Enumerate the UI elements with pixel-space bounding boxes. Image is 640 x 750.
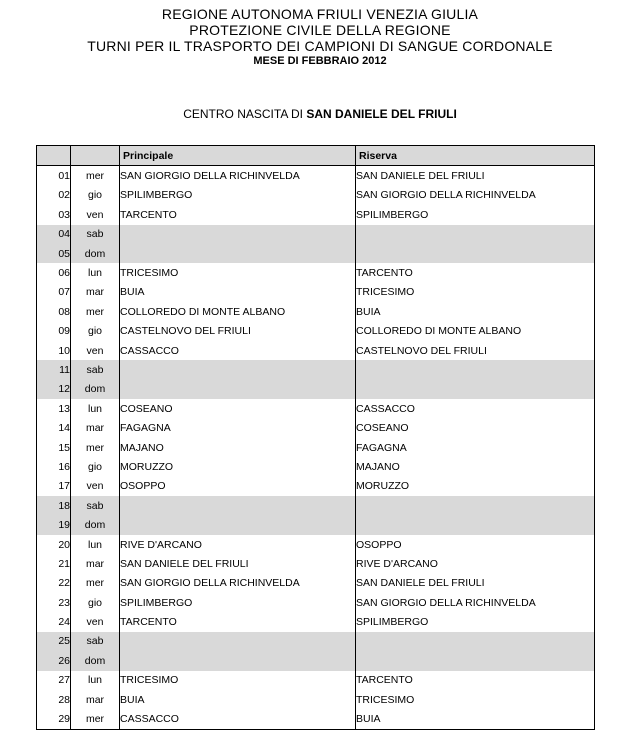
table-row bbox=[37, 225, 595, 244]
cell-principale: SPILIMBERGO bbox=[120, 593, 356, 612]
cell-riserva: TRICESIMO bbox=[356, 690, 595, 709]
header-agency: PROTEZIONE CIVILE DELLA REGIONE bbox=[189, 22, 451, 38]
cell-riserva: SPILIMBERGO bbox=[356, 205, 595, 224]
cell-day: 28 bbox=[37, 690, 71, 709]
cell-day: 22 bbox=[37, 574, 71, 593]
cell-day: 20 bbox=[37, 535, 71, 554]
cell-riserva: CASSACCO bbox=[356, 399, 595, 418]
cell-weekday: mar bbox=[71, 554, 120, 573]
cell-principale: CASSACCO bbox=[120, 341, 356, 360]
cell-riserva: MORUZZO bbox=[356, 477, 595, 496]
cell-weekday: ven bbox=[71, 612, 120, 631]
table-row bbox=[37, 690, 595, 709]
document-header bbox=[0, 0, 640, 69]
cell-weekday: lun bbox=[71, 399, 120, 418]
table-row bbox=[37, 709, 595, 729]
table-row bbox=[37, 632, 595, 651]
cell-weekday: gio bbox=[71, 457, 120, 476]
cell-weekday: lun bbox=[71, 671, 120, 690]
cell-principale: SAN GIORGIO DELLA RICHINVELDA bbox=[120, 574, 356, 593]
cell-weekday: lun bbox=[71, 263, 120, 282]
center-title bbox=[0, 104, 640, 124]
cell-day: 18 bbox=[37, 496, 71, 515]
cell-principale: MORUZZO bbox=[120, 457, 356, 476]
cell-weekday: mer bbox=[71, 302, 120, 321]
table-row bbox=[37, 341, 595, 360]
cell-principale: TRICESIMO bbox=[120, 263, 356, 282]
cell-principale: TRICESIMO bbox=[120, 671, 356, 690]
table-row bbox=[37, 322, 595, 341]
header-riserva: Riserva bbox=[356, 146, 595, 166]
cell-weekday: dom bbox=[71, 515, 120, 534]
table-row bbox=[37, 535, 595, 554]
cell-principale: CASSACCO bbox=[120, 709, 356, 729]
table-row bbox=[37, 651, 595, 670]
cell-weekday: sab bbox=[71, 632, 120, 651]
cell-day: 21 bbox=[37, 554, 71, 573]
cell-principale: SAN GIORGIO DELLA RICHINVELDA bbox=[120, 166, 356, 186]
cell-day: 27 bbox=[37, 671, 71, 690]
cell-riserva bbox=[356, 515, 595, 534]
cell-weekday: gio bbox=[71, 593, 120, 612]
table-body bbox=[37, 166, 595, 729]
table-row bbox=[37, 515, 595, 534]
table-row bbox=[37, 399, 595, 418]
cell-riserva bbox=[356, 360, 595, 379]
cell-day: 26 bbox=[37, 651, 71, 670]
table-row bbox=[37, 205, 595, 224]
cell-riserva: BUIA bbox=[356, 709, 595, 729]
cell-principale: COLLOREDO DI MONTE ALBANO bbox=[120, 302, 356, 321]
cell-principale: SPILIMBERGO bbox=[120, 186, 356, 205]
cell-principale: TARCENTO bbox=[120, 612, 356, 631]
header-day bbox=[37, 146, 71, 166]
cell-riserva bbox=[356, 496, 595, 515]
cell-weekday: gio bbox=[71, 322, 120, 341]
month-value: FEBBRAIO 2012 bbox=[301, 55, 387, 67]
table-row bbox=[37, 263, 595, 282]
cell-weekday: sab bbox=[71, 225, 120, 244]
cell-principale bbox=[120, 651, 356, 670]
cell-riserva: COLLOREDO DI MONTE ALBANO bbox=[356, 322, 595, 341]
cell-riserva: MAJANO bbox=[356, 457, 595, 476]
cell-weekday: mer bbox=[71, 709, 120, 729]
table-row bbox=[37, 244, 595, 263]
cell-principale: BUIA bbox=[120, 283, 356, 302]
cell-riserva: COSEANO bbox=[356, 418, 595, 437]
cell-weekday: dom bbox=[71, 380, 120, 399]
cell-day: 02 bbox=[37, 186, 71, 205]
center-prefix: CENTRO NASCITA DI bbox=[183, 107, 303, 121]
cell-weekday: dom bbox=[71, 244, 120, 263]
cell-principale: SAN DANIELE DEL FRIULI bbox=[120, 554, 356, 573]
cell-day: 06 bbox=[37, 263, 71, 282]
header-region: REGIONE AUTONOMA FRIULI VENEZIA GIULIA bbox=[161, 6, 479, 22]
table-row bbox=[37, 496, 595, 515]
cell-day: 04 bbox=[37, 225, 71, 244]
cell-riserva bbox=[356, 225, 595, 244]
cell-principale: BUIA bbox=[120, 690, 356, 709]
cell-day: 29 bbox=[37, 709, 71, 729]
cell-day: 17 bbox=[37, 477, 71, 496]
cell-weekday: sab bbox=[71, 360, 120, 379]
cell-weekday: mar bbox=[71, 690, 120, 709]
cell-weekday: gio bbox=[71, 186, 120, 205]
cell-day: 16 bbox=[37, 457, 71, 476]
table-row bbox=[37, 612, 595, 631]
table-row bbox=[37, 574, 595, 593]
table-row bbox=[37, 477, 595, 496]
cell-principale bbox=[120, 225, 356, 244]
cell-weekday: mar bbox=[71, 283, 120, 302]
table-row bbox=[37, 360, 595, 379]
cell-day: 19 bbox=[37, 515, 71, 534]
cell-day: 12 bbox=[37, 380, 71, 399]
schedule-table bbox=[36, 145, 595, 730]
table-row bbox=[37, 671, 595, 690]
cell-weekday: ven bbox=[71, 205, 120, 224]
cell-day: 11 bbox=[37, 360, 71, 379]
cell-principale bbox=[120, 244, 356, 263]
cell-riserva: TARCENTO bbox=[356, 671, 595, 690]
cell-weekday: ven bbox=[71, 341, 120, 360]
table-row bbox=[37, 554, 595, 573]
cell-weekday: lun bbox=[71, 535, 120, 554]
cell-weekday: ven bbox=[71, 477, 120, 496]
cell-day: 24 bbox=[37, 612, 71, 631]
cell-riserva: BUIA bbox=[356, 302, 595, 321]
cell-weekday: mer bbox=[71, 166, 120, 186]
table-header-row bbox=[37, 146, 595, 166]
cell-riserva: SAN GIORGIO DELLA RICHINVELDA bbox=[356, 593, 595, 612]
cell-day: 09 bbox=[37, 322, 71, 341]
cell-day: 13 bbox=[37, 399, 71, 418]
cell-riserva: SAN DANIELE DEL FRIULI bbox=[356, 166, 595, 186]
cell-riserva: SAN GIORGIO DELLA RICHINVELDA bbox=[356, 186, 595, 205]
header-subject: TURNI PER IL TRASPORTO DEI CAMPIONI DI SANGUE CORDONALE bbox=[87, 38, 553, 54]
cell-principale bbox=[120, 360, 356, 379]
cell-day: 05 bbox=[37, 244, 71, 263]
cell-weekday: dom bbox=[71, 651, 120, 670]
header-principale: Principale bbox=[120, 146, 356, 166]
center-name: SAN DANIELE DEL FRIULI bbox=[306, 107, 457, 121]
table-row bbox=[37, 438, 595, 457]
header-month bbox=[0, 54, 640, 69]
cell-weekday: mer bbox=[71, 438, 120, 457]
cell-weekday: mer bbox=[71, 574, 120, 593]
cell-principale: CASTELNOVO DEL FRIULI bbox=[120, 322, 356, 341]
cell-riserva: TRICESIMO bbox=[356, 283, 595, 302]
cell-principale bbox=[120, 496, 356, 515]
cell-riserva: OSOPPO bbox=[356, 535, 595, 554]
table-row bbox=[37, 380, 595, 399]
cell-principale: COSEANO bbox=[120, 399, 356, 418]
table-row bbox=[37, 593, 595, 612]
cell-principale: TARCENTO bbox=[120, 205, 356, 224]
cell-day: 25 bbox=[37, 632, 71, 651]
cell-principale: RIVE D'ARCANO bbox=[120, 535, 356, 554]
cell-riserva: SAN DANIELE DEL FRIULI bbox=[356, 574, 595, 593]
cell-principale bbox=[120, 632, 356, 651]
table-row bbox=[37, 186, 595, 205]
month-prefix: MESE DI bbox=[253, 55, 299, 67]
table-row bbox=[37, 418, 595, 437]
cell-riserva bbox=[356, 632, 595, 651]
cell-principale: FAGAGNA bbox=[120, 418, 356, 437]
cell-day: 07 bbox=[37, 283, 71, 302]
cell-day: 15 bbox=[37, 438, 71, 457]
cell-riserva: SPILIMBERGO bbox=[356, 612, 595, 631]
cell-riserva: RIVE D'ARCANO bbox=[356, 554, 595, 573]
cell-riserva: FAGAGNA bbox=[356, 438, 595, 457]
cell-riserva bbox=[356, 380, 595, 399]
cell-day: 23 bbox=[37, 593, 71, 612]
cell-riserva: CASTELNOVO DEL FRIULI bbox=[356, 341, 595, 360]
cell-riserva bbox=[356, 244, 595, 263]
cell-day: 03 bbox=[37, 205, 71, 224]
cell-principale: MAJANO bbox=[120, 438, 356, 457]
cell-day: 14 bbox=[37, 418, 71, 437]
cell-riserva: TARCENTO bbox=[356, 263, 595, 282]
table-row bbox=[37, 283, 595, 302]
cell-day: 10 bbox=[37, 341, 71, 360]
cell-day: 08 bbox=[37, 302, 71, 321]
header-weekday bbox=[71, 146, 120, 166]
table-row bbox=[37, 166, 595, 186]
cell-principale bbox=[120, 380, 356, 399]
cell-day: 01 bbox=[37, 166, 71, 186]
cell-weekday: mar bbox=[71, 418, 120, 437]
cell-principale: OSOPPO bbox=[120, 477, 356, 496]
cell-riserva bbox=[356, 651, 595, 670]
cell-principale bbox=[120, 515, 356, 534]
table-row bbox=[37, 457, 595, 476]
table-row bbox=[37, 302, 595, 321]
cell-weekday: sab bbox=[71, 496, 120, 515]
